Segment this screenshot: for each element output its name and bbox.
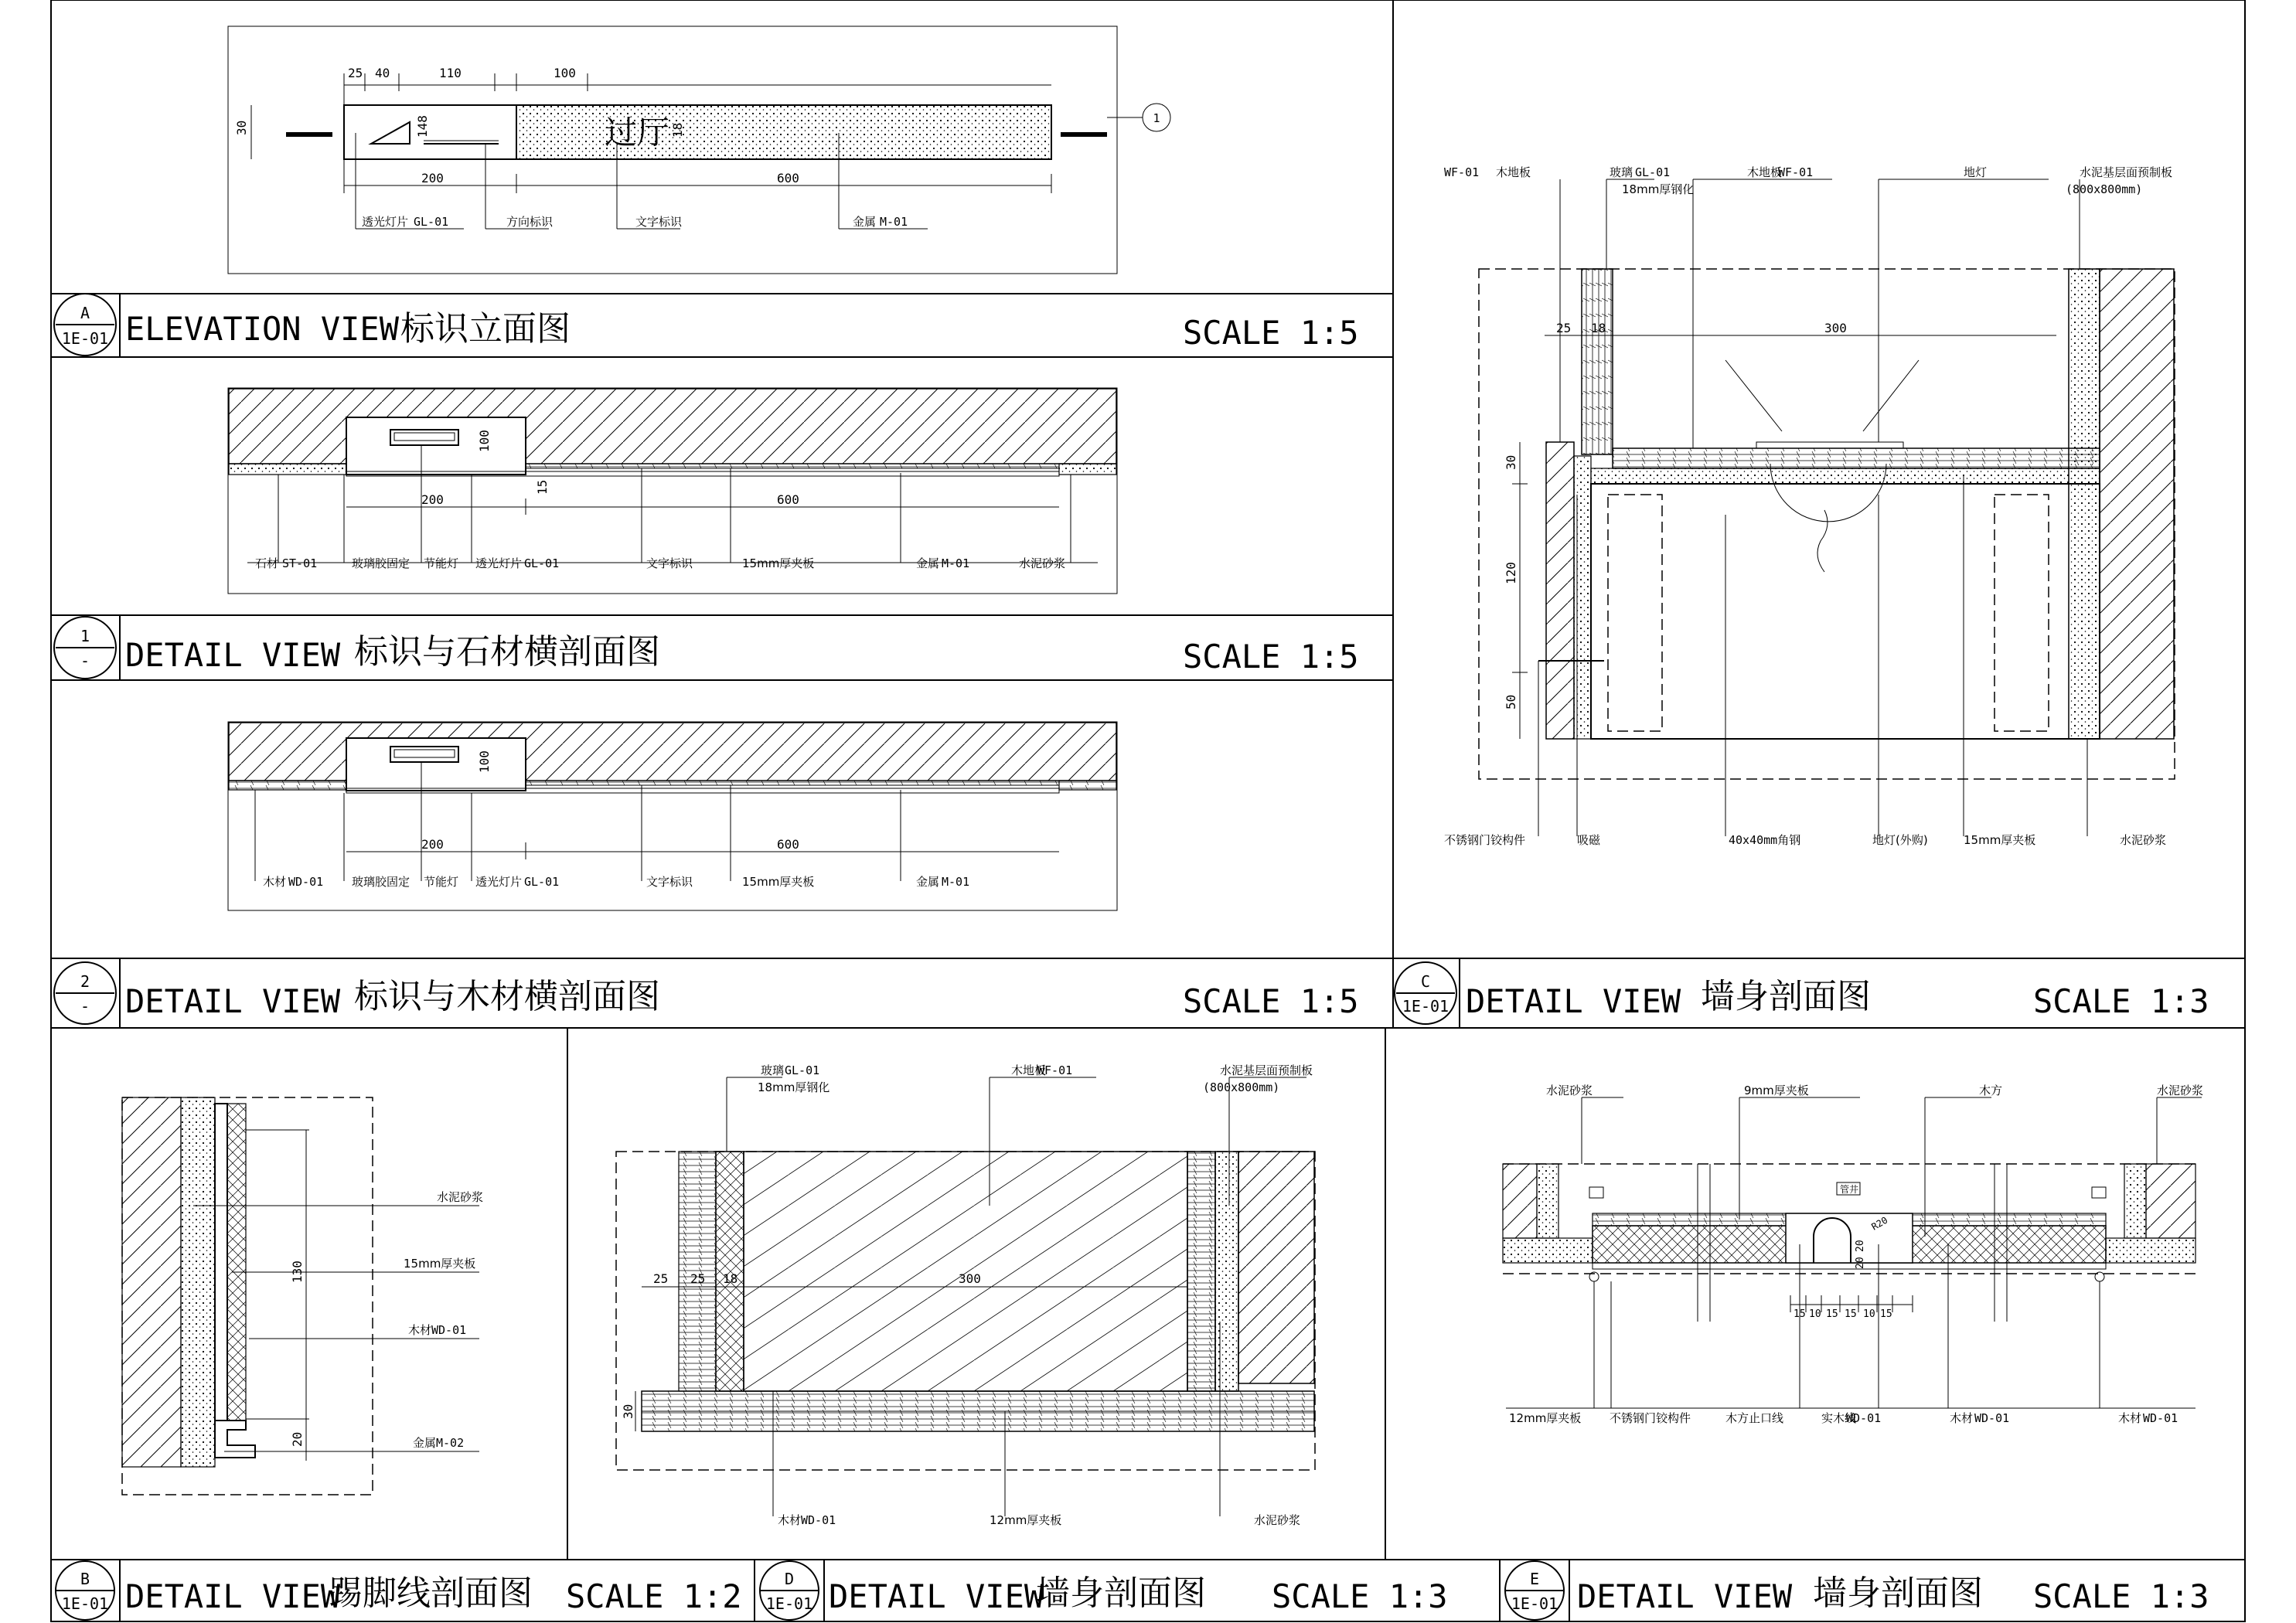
c-dim-50: 50 (1504, 694, 1518, 709)
stone-dim-200: 200 (421, 492, 444, 507)
d-dim-30: 30 (621, 1404, 635, 1419)
stone-label-stone: 石材 (255, 556, 279, 570)
elev-ref-mark: 1 (1153, 111, 1160, 125)
elev-dim-40: 40 (375, 66, 390, 80)
elev-dim-110: 110 (439, 66, 462, 80)
e-label-ply12: 12mm厚夹板 (1509, 1411, 1582, 1425)
c-label-floor-b: 木地板 (1747, 165, 1783, 179)
d-dim-25a: 25 (653, 1271, 669, 1286)
bubble-c-bottom: 1E-01 (1402, 997, 1449, 1016)
bubble-2-bottom: - (80, 997, 90, 1016)
d-label-glass: 玻璃 (761, 1063, 785, 1077)
bubble-a (54, 294, 116, 356)
panel-d-wall-section (616, 1063, 1315, 1527)
c-label-800: (800x800mm) (2066, 182, 2143, 196)
elev-label-gl01: GL-01 (414, 215, 449, 229)
e-dim-10b: 10 (1863, 1308, 1875, 1320)
title-c-view: DETAIL VIEW (1466, 982, 1681, 1020)
bubble-b-bottom: 1E-01 (61, 1594, 109, 1613)
panel-a-elevation (228, 26, 1170, 274)
c-label-floorlamp: 地灯 (1964, 165, 1988, 179)
elev-dim-30: 30 (234, 120, 249, 135)
elev-dim-25: 25 (348, 66, 363, 80)
bubble-1 (54, 617, 116, 679)
d-label-mortar: 水泥砂浆 (1254, 1513, 1301, 1527)
wood-dim-100: 100 (477, 750, 492, 773)
d-dim-18: 18 (723, 1271, 738, 1286)
e-dim-10a: 10 (1809, 1308, 1821, 1320)
wood-label-glue: 玻璃胶固定 (352, 875, 410, 889)
panel-b-skirting (122, 1097, 483, 1495)
wood-label-lamp: 节能灯 (424, 875, 459, 889)
elev-label-light: 透光灯片 (362, 215, 409, 229)
c-label-glass: 玻璃 (1610, 165, 1633, 179)
c-label-lamp-outsourced: 地灯(外购) (1872, 833, 1928, 847)
e-label-ply9: 9mm厚夹板 (1744, 1084, 1809, 1097)
title-d-view: DETAIL VIEW (829, 1577, 1044, 1615)
bubble-b-top: B (80, 1570, 90, 1588)
title-c-name: 墙身剖面图 (1701, 977, 1871, 1016)
d-dim-300: 300 (959, 1271, 981, 1286)
d-label-gl01: GL-01 (785, 1063, 820, 1077)
wood-label-m01: M-01 (942, 875, 970, 889)
elev-dim-100: 100 (554, 66, 576, 80)
e-label-wd01c: WD-01 (2143, 1411, 2178, 1425)
wood-label-ply: 15mm厚夹板 (742, 875, 815, 889)
stone-dim-15: 15 (535, 479, 550, 495)
wood-label-metal: 金属 (916, 875, 940, 889)
stone-label-gl01: GL-01 (524, 556, 560, 570)
e-label-hinge: 不锈钢门铰构件 (1610, 1411, 1691, 1425)
bubble-1-bottom: - (80, 652, 90, 670)
stone-label-lamp: 节能灯 (424, 556, 459, 570)
bubble-b (56, 1561, 114, 1620)
bubble-e-bottom: 1E-01 (1511, 1594, 1558, 1613)
c-dim-30: 30 (1504, 454, 1518, 470)
d-dim-25b: 25 (690, 1271, 706, 1286)
wood-label-text: 文字标识 (646, 875, 693, 889)
b-label-ply: 15mm厚夹板 (404, 1257, 476, 1271)
elev-dim-600: 600 (777, 171, 799, 185)
panel-1-stone-section (228, 388, 1117, 594)
panel-c-wall-section (1444, 165, 2175, 847)
elev-dim-18: 18 (670, 122, 685, 138)
e-label-wood-c: 木材 (2118, 1411, 2142, 1425)
title-c-scale: SCALE 1:3 (2033, 982, 2209, 1020)
wood-label-gl01: GL-01 (524, 875, 560, 889)
title-e-scale: SCALE 1:3 (2033, 1577, 2209, 1615)
e-pipe-label: 管井 (1840, 1184, 1859, 1195)
stone-label-mortar: 水泥砂浆 (1019, 556, 1066, 570)
e-label-mortar-left: 水泥砂浆 (1546, 1084, 1593, 1097)
elev-label-text: 文字标识 (635, 215, 683, 229)
title-b-scale: SCALE 1:2 (566, 1577, 742, 1615)
c-dim-18: 18 (1591, 321, 1606, 335)
bubble-d-bottom: 1E-01 (765, 1594, 813, 1613)
title-a-scale: SCALE 1:5 (1183, 314, 1359, 352)
c-label-gl01: GL-01 (1635, 165, 1671, 179)
wood-dim-200: 200 (421, 837, 444, 852)
c-label-wf01b: WF-01 (1778, 165, 1814, 179)
title-b-view: DETAIL VIEW (125, 1577, 341, 1615)
title-d-name: 墙身剖面图 (1036, 1574, 1206, 1613)
title-1-scale: SCALE 1:5 (1183, 638, 1359, 675)
d-label-wood: 木材 (778, 1513, 802, 1527)
c-label-precast: 水泥基层面预制板 (2080, 165, 2173, 179)
d-label-wf01: WF-01 (1037, 1063, 1073, 1077)
title-1-view: DETAIL VIEW (125, 636, 341, 674)
elev-dim-148: 148 (415, 115, 430, 138)
e-r-label: R20 (1869, 1214, 1890, 1233)
elev-sign-text: 过厅 (605, 114, 670, 151)
d-label-floor: 木地板 (1011, 1063, 1047, 1077)
e-label-wd01b: WD-01 (1974, 1411, 2010, 1425)
c-label-hinge: 不锈钢门铰构件 (1444, 833, 1526, 847)
d-label-ply: 12mm厚夹板 (990, 1513, 1062, 1527)
elev-label-direction: 方向标识 (506, 215, 554, 229)
bubble-a-bottom: 1E-01 (61, 329, 109, 348)
title-d-scale: SCALE 1:3 (1272, 1577, 1448, 1615)
elev-label-metal: 金属 (853, 215, 877, 229)
stone-label-ply: 15mm厚夹板 (742, 556, 815, 570)
wood-label-wd01: WD-01 (288, 875, 324, 889)
c-label-mortar: 水泥砂浆 (2120, 833, 2167, 847)
bubble-c (1395, 962, 1456, 1024)
stone-label-light: 透光灯片 (475, 556, 523, 570)
stone-label-metal: 金属 (916, 556, 940, 570)
c-dim-120: 120 (1504, 562, 1518, 584)
c-label-ply: 15mm厚夹板 (1964, 833, 2036, 847)
e-dim-20b: 20 (1855, 1257, 1866, 1269)
b-dim-130: 130 (290, 1261, 305, 1283)
e-label-batten: 木方 (1979, 1084, 2003, 1097)
c-label-magnet: 吸磁 (1577, 833, 1601, 847)
stone-label-m01: M-01 (942, 556, 970, 570)
wood-dim-600: 600 (777, 837, 799, 852)
bubble-1-top: 1 (80, 627, 90, 645)
title-e-name: 墙身剖面图 (1813, 1574, 1983, 1613)
b-label-m02: M-02 (436, 1436, 465, 1450)
e-label-wd01a: WD-01 (1846, 1411, 1882, 1425)
title-a-name: 标识立面图 (400, 309, 571, 349)
bubble-2 (54, 962, 116, 1024)
title-2-view: DETAIL VIEW (125, 982, 341, 1020)
elev-dim-200: 200 (421, 171, 444, 185)
e-dim-15a: 15 (1794, 1308, 1806, 1320)
b-label-wood: 木材 (408, 1323, 432, 1337)
b-label-wd01: WD-01 (431, 1323, 467, 1337)
wood-label-light: 透光灯片 (475, 875, 523, 889)
title-2-scale: SCALE 1:5 (1183, 982, 1359, 1020)
d-label-800: (800x800mm) (1203, 1080, 1280, 1094)
e-label-solidwood: 实木线 (1821, 1411, 1857, 1425)
title-1-name: 标识与石材横剖面图 (354, 632, 660, 672)
d-label-tempered: 18mm厚钢化 (758, 1080, 830, 1094)
e-dim-15c: 15 (1845, 1308, 1857, 1320)
panel-2-wood-section (228, 722, 1117, 910)
bubble-d-top: D (784, 1570, 795, 1588)
title-a-view: ELEVATION VIEW (125, 310, 400, 348)
stone-label-st01: ST-01 (282, 556, 318, 570)
stone-dim-100: 100 (477, 430, 492, 452)
stone-label-glue: 玻璃胶固定 (352, 556, 410, 570)
b-label-metal: 金属 (413, 1436, 437, 1450)
c-dim-300: 300 (1824, 321, 1847, 335)
title-2-name: 标识与木材横剖面图 (354, 977, 660, 1016)
e-label-wood-b: 木材 (1950, 1411, 1974, 1425)
b-label-mortar: 水泥砂浆 (437, 1190, 484, 1204)
bubble-c-top: C (1420, 972, 1431, 991)
stone-dim-600: 600 (777, 492, 799, 507)
bubble-e (1505, 1561, 1564, 1620)
e-label-stopline: 木方止口线 (1725, 1411, 1784, 1425)
e-dim-15b: 15 (1826, 1308, 1838, 1320)
d-label-wd01: WD-01 (801, 1513, 836, 1527)
e-dim-20a: 20 (1855, 1240, 1866, 1252)
bubble-e-top: E (1529, 1570, 1540, 1588)
c-label-wf01a: WF-01 (1444, 165, 1480, 179)
bubble-2-top: 2 (80, 972, 90, 991)
d-label-precast: 水泥基层面预制板 (1220, 1063, 1313, 1077)
c-label-floor-a: 木地板 (1496, 165, 1531, 179)
panel-e-wall-section (1503, 1084, 2203, 1425)
c-label-angle: 40x40mm角钢 (1729, 833, 1801, 847)
c-dim-25: 25 (1556, 321, 1572, 335)
e-dim-15d: 15 (1880, 1308, 1892, 1320)
bubble-a-top: A (80, 304, 90, 322)
wood-label-wood: 木材 (263, 875, 287, 889)
stone-label-text: 文字标识 (646, 556, 693, 570)
b-dim-20: 20 (290, 1431, 305, 1447)
title-b-name: 踢脚线剖面图 (329, 1574, 533, 1613)
e-label-mortar-right: 水泥砂浆 (2157, 1084, 2204, 1097)
elev-label-m01: M-01 (880, 215, 908, 229)
title-e-view: DETAIL VIEW (1577, 1577, 1793, 1615)
c-label-tempered: 18mm厚钢化 (1622, 182, 1695, 196)
bubble-d (760, 1561, 819, 1620)
